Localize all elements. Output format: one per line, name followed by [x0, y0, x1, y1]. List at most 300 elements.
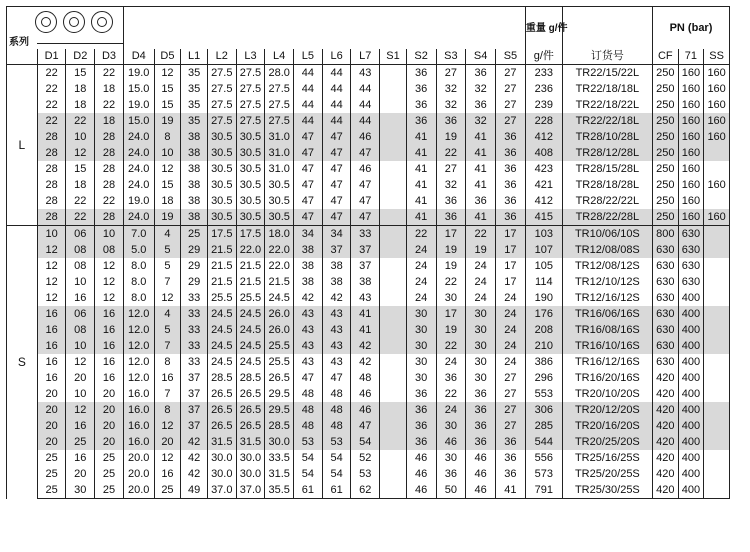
- table-cell: 800: [652, 226, 678, 243]
- table-cell: 30.0: [236, 466, 265, 482]
- table-cell: 12: [154, 290, 181, 306]
- table-cell: 30.5: [265, 177, 294, 193]
- table-cell: 47: [322, 145, 351, 161]
- table-cell: 41: [466, 161, 496, 177]
- table-cell: 47: [351, 418, 380, 434]
- table-cell: 20: [37, 434, 66, 450]
- table-cell: 400: [678, 322, 704, 338]
- table-cell: 22: [436, 145, 466, 161]
- table-cell: 24.0: [123, 129, 154, 145]
- table-cell: 420: [652, 370, 678, 386]
- table-cell: 42: [181, 450, 208, 466]
- table-cell: 573: [525, 466, 562, 482]
- table-cell: 36: [496, 434, 526, 450]
- table-row: [7, 113, 730, 129]
- table-cell: 208: [525, 322, 562, 338]
- table-cell: [380, 274, 407, 290]
- order-number-cell: TR25/20/25S: [562, 466, 652, 482]
- table-cell: 420: [652, 466, 678, 482]
- table-cell: 26.5: [236, 418, 265, 434]
- table-cell: 28: [37, 193, 66, 209]
- table-cell: 33: [181, 338, 208, 354]
- table-cell: 43: [322, 354, 351, 370]
- table-cell: 160: [704, 97, 730, 113]
- table-cell: 544: [525, 434, 562, 450]
- table-cell: 19.0: [123, 97, 154, 113]
- table-row: [7, 402, 730, 418]
- table-cell: 30: [436, 418, 466, 434]
- table-cell: 16.0: [123, 434, 154, 450]
- table-cell: 47: [351, 177, 380, 193]
- table-cell: 420: [652, 434, 678, 450]
- table-cell: [380, 418, 407, 434]
- table-cell: 20: [37, 418, 66, 434]
- table-cell: 25: [37, 450, 66, 466]
- table-row: [7, 450, 730, 466]
- table-cell: 250: [652, 113, 678, 129]
- table-cell: 16: [37, 338, 66, 354]
- table-cell: 25: [154, 482, 181, 499]
- column-header: D1: [37, 49, 66, 65]
- table-cell: 38: [294, 274, 323, 290]
- table-cell: 30.5: [207, 161, 236, 177]
- table-cell: 44: [322, 113, 351, 129]
- order-number-cell: TR22/18/18L: [562, 81, 652, 97]
- table-cell: 54: [351, 434, 380, 450]
- table-cell: 306: [525, 402, 562, 418]
- table-cell: 47: [322, 193, 351, 209]
- table-cell: 27.5: [236, 113, 265, 129]
- table-cell: 34: [322, 226, 351, 243]
- table-cell: 36: [496, 177, 526, 193]
- table-cell: 30.0: [236, 450, 265, 466]
- table-cell: 41: [351, 322, 380, 338]
- table-row: [7, 226, 730, 243]
- table-cell: 210: [525, 338, 562, 354]
- table-cell: 27.5: [236, 97, 265, 113]
- table-cell: 16.0: [123, 418, 154, 434]
- table-cell: 22: [37, 97, 66, 113]
- table-cell: 25.5: [265, 354, 294, 370]
- table-cell: 16: [66, 450, 95, 466]
- table-cell: 26.5: [236, 386, 265, 402]
- table-cell: 62: [351, 482, 380, 499]
- table-cell: 415: [525, 209, 562, 226]
- table-cell: 400: [678, 482, 704, 499]
- table-cell: [380, 450, 407, 466]
- table-cell: 400: [678, 338, 704, 354]
- table-cell: 15.0: [123, 81, 154, 97]
- table-cell: 17: [496, 226, 526, 243]
- fitting-spec-table-sheet: [6, 6, 730, 546]
- table-cell: 28: [95, 129, 124, 145]
- table-cell: [704, 258, 730, 274]
- table-cell: 41: [466, 177, 496, 193]
- table-cell: 30: [466, 306, 496, 322]
- table-cell: 33: [181, 306, 208, 322]
- table-row: [7, 258, 730, 274]
- table-cell: 43: [322, 306, 351, 322]
- table-cell: 46: [466, 482, 496, 499]
- table-cell: 52: [351, 450, 380, 466]
- table-cell: 30: [406, 322, 436, 338]
- table-cell: 25: [37, 466, 66, 482]
- table-cell: 28.5: [236, 370, 265, 386]
- table-cell: 16: [95, 370, 124, 386]
- table-cell: [704, 402, 730, 418]
- table-cell: 35.5: [265, 482, 294, 499]
- table-cell: 30.5: [207, 129, 236, 145]
- table-cell: 46: [406, 466, 436, 482]
- table-cell: 630: [652, 322, 678, 338]
- table-cell: 48: [294, 402, 323, 418]
- table-row: [7, 81, 730, 97]
- table-cell: [380, 113, 407, 129]
- table-cell: 160: [704, 177, 730, 193]
- table-cell: 190: [525, 290, 562, 306]
- table-cell: 25: [37, 482, 66, 499]
- table-cell: 24: [496, 322, 526, 338]
- table-cell: 250: [652, 81, 678, 97]
- table-cell: 22: [66, 209, 95, 226]
- table-cell: 17: [436, 226, 466, 243]
- table-cell: 44: [294, 113, 323, 129]
- table-cell: 47: [322, 370, 351, 386]
- table-cell: 630: [678, 242, 704, 258]
- table-cell: 16: [95, 354, 124, 370]
- table-cell: 38: [351, 274, 380, 290]
- table-row: [7, 129, 730, 145]
- table-cell: 22.0: [265, 258, 294, 274]
- table-cell: 43: [294, 306, 323, 322]
- table-cell: 38: [181, 209, 208, 226]
- table-cell: 791: [525, 482, 562, 499]
- table-cell: 423: [525, 161, 562, 177]
- order-number-cell: TR16/08/16S: [562, 322, 652, 338]
- table-cell: 08: [66, 242, 95, 258]
- table-cell: 630: [678, 226, 704, 243]
- order-number-cell: TR16/20/16S: [562, 370, 652, 386]
- table-cell: 47: [294, 129, 323, 145]
- table-cell: 16: [95, 306, 124, 322]
- table-cell: 107: [525, 242, 562, 258]
- table-cell: 47: [322, 161, 351, 177]
- table-cell: 4: [154, 226, 181, 243]
- order-number-cell: TR16/10/16S: [562, 338, 652, 354]
- table-cell: 20.0: [123, 450, 154, 466]
- table-cell: 4: [154, 306, 181, 322]
- column-header: 71: [678, 49, 704, 65]
- header-row-top: [7, 7, 730, 50]
- table-cell: 400: [678, 386, 704, 402]
- table-row: [7, 322, 730, 338]
- table-cell: 06: [66, 226, 95, 243]
- table-cell: 42: [181, 434, 208, 450]
- order-number-cell: TR20/12/20S: [562, 402, 652, 418]
- table-cell: 21.5: [236, 274, 265, 290]
- table-cell: 420: [652, 482, 678, 499]
- table-cell: 08: [66, 322, 95, 338]
- table-cell: [704, 274, 730, 290]
- table-cell: 22: [436, 274, 466, 290]
- table-cell: 27: [496, 97, 526, 113]
- table-cell: 43: [294, 354, 323, 370]
- table-cell: 24.5: [207, 306, 236, 322]
- column-header: L3: [236, 49, 265, 65]
- table-cell: 25.5: [265, 338, 294, 354]
- table-cell: 12: [37, 274, 66, 290]
- table-cell: [380, 466, 407, 482]
- column-header: CF: [652, 49, 678, 65]
- series-label: S: [7, 226, 38, 499]
- table-cell: 46: [466, 450, 496, 466]
- table-cell: 27: [436, 161, 466, 177]
- table-cell: 53: [322, 434, 351, 450]
- table-cell: 24: [496, 354, 526, 370]
- column-header: L4: [265, 49, 294, 65]
- table-cell: 19: [436, 258, 466, 274]
- table-cell: 19: [466, 242, 496, 258]
- table-cell: 54: [294, 466, 323, 482]
- table-row: [7, 193, 730, 209]
- table-cell: 16: [37, 322, 66, 338]
- table-cell: 22: [37, 113, 66, 129]
- order-number-cell: TR10/06/10S: [562, 226, 652, 243]
- table-cell: 20: [154, 434, 181, 450]
- table-cell: 12: [154, 450, 181, 466]
- table-cell: 36: [406, 418, 436, 434]
- column-header: SS: [704, 49, 730, 65]
- table-cell: 20: [66, 370, 95, 386]
- table-cell: 228: [525, 113, 562, 129]
- table-cell: 30.5: [236, 193, 265, 209]
- table-cell: [380, 81, 407, 97]
- table-cell: 28: [95, 145, 124, 161]
- table-cell: 24.5: [207, 338, 236, 354]
- table-cell: 400: [678, 290, 704, 306]
- table-cell: 36: [496, 145, 526, 161]
- table-cell: 176: [525, 306, 562, 322]
- table-cell: 250: [652, 193, 678, 209]
- table-cell: 46: [351, 386, 380, 402]
- table-cell: 43: [322, 338, 351, 354]
- table-cell: 48: [294, 418, 323, 434]
- table-cell: 630: [652, 338, 678, 354]
- table-cell: 27: [496, 370, 526, 386]
- table-cell: 38: [181, 193, 208, 209]
- weight-header: 重量 g/件: [525, 7, 562, 50]
- table-cell: 25: [181, 226, 208, 243]
- table-cell: 28: [37, 129, 66, 145]
- table-cell: 22: [95, 65, 124, 82]
- table-cell: 400: [678, 418, 704, 434]
- table-cell: 17.5: [207, 226, 236, 243]
- table-cell: 47: [351, 193, 380, 209]
- table-cell: 38: [181, 161, 208, 177]
- table-cell: 43: [294, 322, 323, 338]
- table-cell: 25: [95, 466, 124, 482]
- table-cell: 29: [181, 274, 208, 290]
- table-row: [7, 338, 730, 354]
- table-cell: 36: [436, 193, 466, 209]
- table-cell: 42: [181, 466, 208, 482]
- table-cell: 30: [406, 338, 436, 354]
- table-cell: 15: [154, 97, 181, 113]
- column-header: D3: [95, 49, 124, 65]
- table-cell: 30: [466, 370, 496, 386]
- fitting-port-3-icon: [91, 11, 113, 33]
- table-cell: 19.0: [123, 193, 154, 209]
- table-cell: 27.5: [265, 81, 294, 97]
- table-cell: [704, 161, 730, 177]
- order-number-cell: TR22/15/22L: [562, 65, 652, 82]
- table-cell: 12: [66, 145, 95, 161]
- table-cell: 420: [652, 402, 678, 418]
- table-cell: 49: [181, 482, 208, 499]
- table-cell: 53: [351, 466, 380, 482]
- table-cell: [380, 258, 407, 274]
- order-number-cell: TR28/22/28L: [562, 209, 652, 226]
- table-cell: 25: [95, 450, 124, 466]
- table-cell: 12.0: [123, 306, 154, 322]
- table-cell: 25: [95, 482, 124, 499]
- table-row: [7, 418, 730, 434]
- table-cell: 30.5: [236, 209, 265, 226]
- table-cell: 30: [436, 450, 466, 466]
- table-cell: [380, 402, 407, 418]
- table-cell: 43: [351, 65, 380, 82]
- table-cell: 5: [154, 242, 181, 258]
- table-cell: 386: [525, 354, 562, 370]
- table-cell: 44: [351, 81, 380, 97]
- table-cell: 22: [37, 65, 66, 82]
- table-cell: 47: [322, 209, 351, 226]
- table-cell: 250: [652, 97, 678, 113]
- table-cell: 38: [322, 274, 351, 290]
- table-cell: [380, 145, 407, 161]
- table-cell: 19.0: [123, 65, 154, 82]
- table-cell: 44: [322, 97, 351, 113]
- table-cell: 5.0: [123, 242, 154, 258]
- table-cell: 32: [436, 97, 466, 113]
- table-cell: 21.5: [207, 258, 236, 274]
- table-cell: 22: [406, 226, 436, 243]
- table-cell: 15.0: [123, 113, 154, 129]
- table-cell: 47: [294, 177, 323, 193]
- table-cell: 20: [37, 386, 66, 402]
- table-row: [7, 306, 730, 322]
- table-cell: 36: [436, 370, 466, 386]
- table-cell: 105: [525, 258, 562, 274]
- table-cell: 8: [154, 354, 181, 370]
- table-cell: 239: [525, 97, 562, 113]
- table-cell: 46: [406, 482, 436, 499]
- table-cell: 36: [496, 161, 526, 177]
- table-cell: [704, 290, 730, 306]
- column-header: S5: [496, 49, 526, 65]
- table-cell: [704, 418, 730, 434]
- table-cell: 48: [322, 418, 351, 434]
- fitting-port-1-icon: [35, 11, 57, 33]
- order-number-cell: TR25/30/25S: [562, 482, 652, 499]
- table-cell: 160: [678, 177, 704, 193]
- table-cell: 630: [678, 258, 704, 274]
- table-cell: [380, 161, 407, 177]
- table-cell: 236: [525, 81, 562, 97]
- table-cell: 250: [652, 177, 678, 193]
- table-cell: 26.5: [207, 402, 236, 418]
- table-cell: 27: [496, 81, 526, 97]
- table-cell: 18: [66, 177, 95, 193]
- table-cell: 20: [37, 402, 66, 418]
- pn-header: PN (bar): [652, 7, 729, 50]
- table-cell: 41: [406, 145, 436, 161]
- table-cell: 24.0: [123, 145, 154, 161]
- table-cell: 17: [496, 274, 526, 290]
- table-cell: 31.5: [265, 466, 294, 482]
- table-cell: 31.0: [265, 161, 294, 177]
- table-cell: 41: [406, 161, 436, 177]
- table-cell: 20: [95, 386, 124, 402]
- table-cell: 36: [406, 434, 436, 450]
- table-cell: 250: [652, 129, 678, 145]
- table-cell: 37: [181, 370, 208, 386]
- table-cell: 400: [678, 402, 704, 418]
- table-cell: 27.5: [236, 65, 265, 82]
- series-column-header: [7, 49, 38, 65]
- table-cell: 16: [154, 370, 181, 386]
- table-cell: 27.5: [236, 81, 265, 97]
- table-cell: 20.0: [123, 466, 154, 482]
- table-cell: 30.5: [207, 209, 236, 226]
- table-cell: 24.0: [123, 177, 154, 193]
- table-row: [7, 354, 730, 370]
- table-cell: 37: [181, 418, 208, 434]
- table-cell: [704, 434, 730, 450]
- column-header: L2: [207, 49, 236, 65]
- table-cell: 30.5: [265, 193, 294, 209]
- table-cell: 285: [525, 418, 562, 434]
- table-cell: 30.0: [207, 450, 236, 466]
- table-cell: 160: [704, 209, 730, 226]
- table-cell: 16: [66, 290, 95, 306]
- table-cell: 19: [154, 209, 181, 226]
- table-cell: 12: [95, 258, 124, 274]
- table-cell: 19: [154, 113, 181, 129]
- table-cell: 22: [436, 338, 466, 354]
- table-cell: 34: [294, 226, 323, 243]
- table-cell: 160: [678, 81, 704, 97]
- table-cell: 250: [652, 161, 678, 177]
- table-cell: 43: [322, 322, 351, 338]
- table-cell: 12: [154, 418, 181, 434]
- table-cell: 28.5: [207, 370, 236, 386]
- table-cell: 30: [466, 322, 496, 338]
- table-cell: 36: [466, 97, 496, 113]
- table-cell: 16: [154, 466, 181, 482]
- table-cell: [380, 306, 407, 322]
- table-cell: 54: [322, 450, 351, 466]
- table-cell: 36: [466, 418, 496, 434]
- table-row: [7, 145, 730, 161]
- table-cell: 630: [652, 274, 678, 290]
- table-cell: 12: [95, 290, 124, 306]
- order-number-cell: TR22/22/18L: [562, 113, 652, 129]
- table-cell: 12.0: [123, 354, 154, 370]
- table-cell: 8.0: [123, 274, 154, 290]
- column-header: S2: [406, 49, 436, 65]
- table-cell: 44: [294, 97, 323, 113]
